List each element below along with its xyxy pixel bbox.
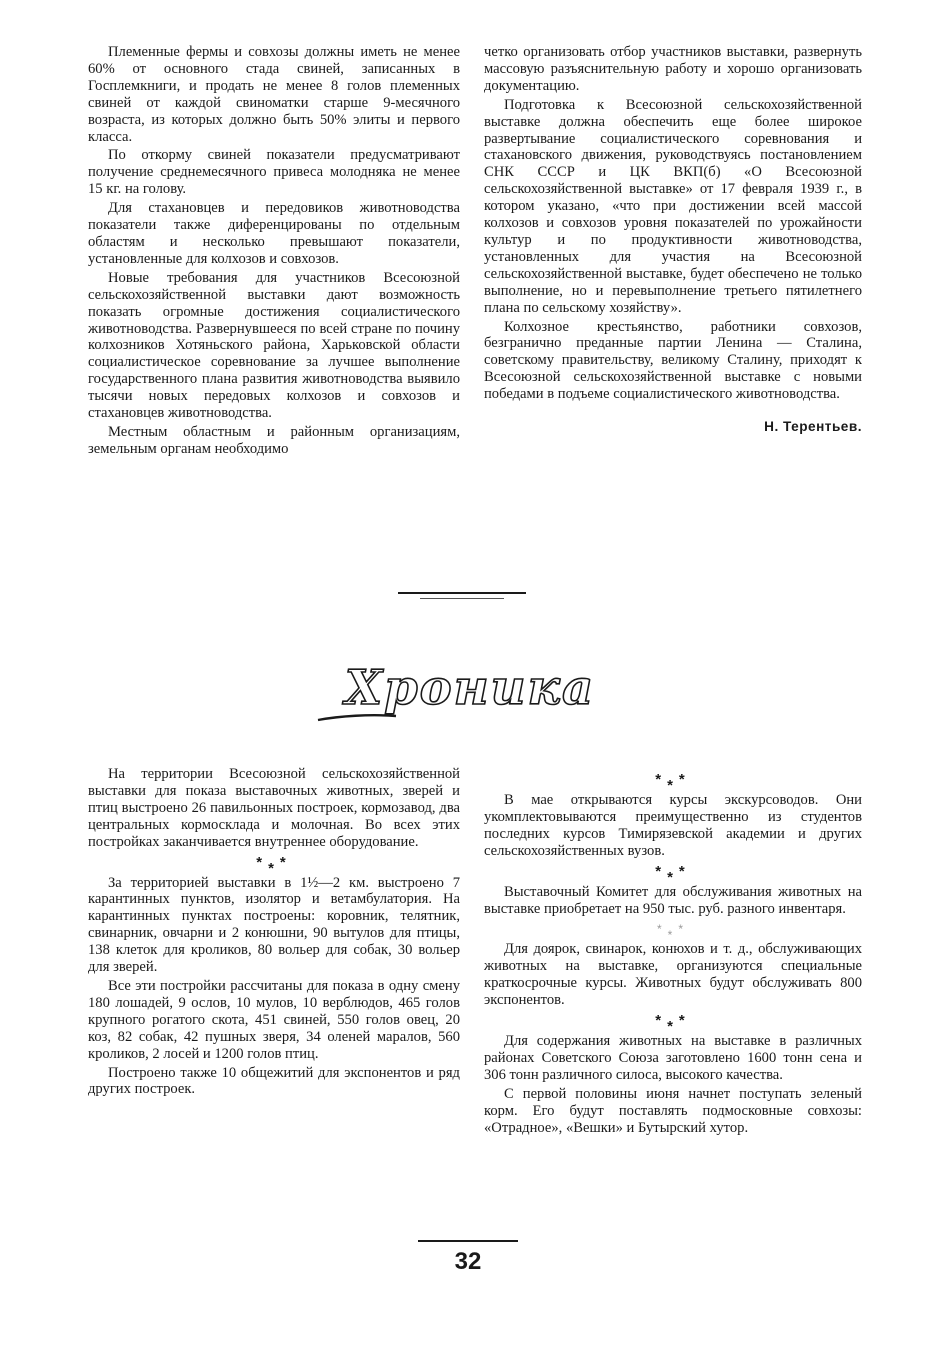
star-separator: *** (656, 922, 689, 943)
star-separator: *** (655, 771, 691, 794)
chronicle-heading (300, 646, 640, 746)
article-paragraph: Местным областным и районным организациям, земельным органам необходимо (88, 423, 460, 457)
chronicle-item: В мае открываются курсы экскурсоводов. Они укомплектовываются преимущественно из студентов последних курсов Тимирязевской академии и других сельскохозяйственных вузов. (484, 792, 862, 859)
article-column-left (88, 44, 460, 458)
author-signature: Н. Терентьев. (764, 419, 862, 435)
chronicle-column-right (484, 771, 862, 1137)
article-paragraph: По откорму свиней показатели предусматривают получение среднемесячного привеса молодняка не менее 15 кг. на голову. (88, 147, 460, 198)
chronicle-item: На территории Всесоюзной сельскохозяйственной выставки для показа выставочных животных, зверей и птиц выстроено 26 павильонных построек, кормозавод, два центральных кормосклада и молочная. Во всех этих постройках заканчивается внутреннее оборудование. (88, 766, 460, 850)
star-separator: *** (655, 1012, 691, 1036)
chronicle-item: За территорией выставки в 1½—2 км. выстроено 7 карантинных пунктов, изолятор и ветамбулатория. На карантинных пунктах построены: коровник, телятник, свинарник, овчарни и 2 конюшни, 90 вытулов для птицы, 138 клеток для кроликов, 80 вольер для собак, 30 вольер для зверей. (88, 874, 460, 976)
page-number: 32 (454, 1248, 482, 1275)
article-paragraph: Племенные фермы и совхозы должны иметь не менее 60% от основного стада свиней, записанных в Госплемкниги, и продать не менее 8 голов племенных свиней от каждой свиноматки старше 9-месячного возраста, из которых должно быть 50% элиты и первого класса. (88, 44, 460, 145)
chronicle-item: Построено также 10 общежитий для экспонентов и ряд других построек. (88, 1064, 460, 1098)
section-divider (398, 592, 526, 594)
chronicle-item: Все эти постройки рассчитаны для показа в одну смену 180 лошадей, 9 ослов, 10 мулов, 10 верблюдов, 465 голов крупного рогатого скота, 451 свиней, 550 голов овец, 20 коз, 82 собак, 42 пушных зверя, 34 оленей маралов, 560 кроликов, 2 лосей и 1200 голов птиц. (88, 977, 460, 1062)
chronicle-item: Для содержания животных на выставке в различных районах Советского Союза заготовлено 1600 тонн сена и 306 тонн различного силоса, высокого качества. (484, 1033, 862, 1083)
chronicle-item: Выставочный Комитет для обслуживания животных на выставке приобретает на 950 тыс. руб. разного инвентаря. (484, 883, 862, 917)
star-separator: *** (256, 853, 292, 877)
article-paragraph: Новые требования для участников Всесоюзной сельскохозяйственной выставки дают возможность показать огромные достижения социалистического животноводства. Развернувшееся по всей стране по почину колхозников Хотяньского района, Харьковской области социалистическое соревнование за лучшее выполнение государственного плана развития животноводства выявило тысячи новых передовых колхозов и совхозов и стахановцев животноводства. (88, 269, 460, 422)
chronicle-heading-text: Хроника (344, 660, 596, 716)
chronicle-column-left (88, 766, 460, 1098)
article-column-right (484, 44, 862, 436)
article-paragraph: четко организовать отбор участников выставки, развернуть массовую разъяснительную работу и хорошо организовать документацию. (484, 44, 862, 94)
article-paragraph: Для стахановцев и передовиков животноводства показатели также диференцированы по отдельным областям и несколько превышают показатели, установленные для колхозов и совхозов. (88, 200, 460, 267)
section-divider-thin (420, 598, 504, 599)
article-paragraph: Колхозное крестьянство, работники совхозов, безгранично преданные партии Ленина — Сталина, советскому правительству, великому Сталину, приходят к Всесоюзной сельскохозяйственной выставке с новыми победами в подъеме социалистического животноводства. (484, 318, 862, 403)
star-separator: *** (655, 862, 691, 886)
footer-rule (418, 1240, 518, 1242)
chronicle-item: Для доярок, свинарок, конюхов и т. д., обслуживающих животных на выставке, организуются специальные краткосрочные курсы. Животных будут обслуживать 800 экспонентов. (484, 941, 862, 1009)
chronicle-item: С первой половины июня начнет поступать зеленый корм. Его будут поставлять подмосковные совхозы: «Отрадное», «Вешки» и Бутырский хутор. (484, 1085, 862, 1136)
article-paragraph: Подготовка к Всесоюзной сельскохозяйственной выставке должна обеспечить еще более широкое развертывание социалистического соревнования и стахановского движения, руководствуясь постановлением СНК СССР и ЦК ВКП(б) «О Всесоюзной сельскохозяйственной выставке» от 17 февраля 1939 г., в котором указано, «что при достижении всей массой колхозов и совхозов уровня показателей по урожайности культур и по продуктивности животноводства, установленных для участия на Всесоюзной сельскохозяйственной выставке, будет обеспечено не только выполнение, но и перевыполнение третьего пятилетнего плана по сельскому хозяйству». (484, 96, 862, 316)
